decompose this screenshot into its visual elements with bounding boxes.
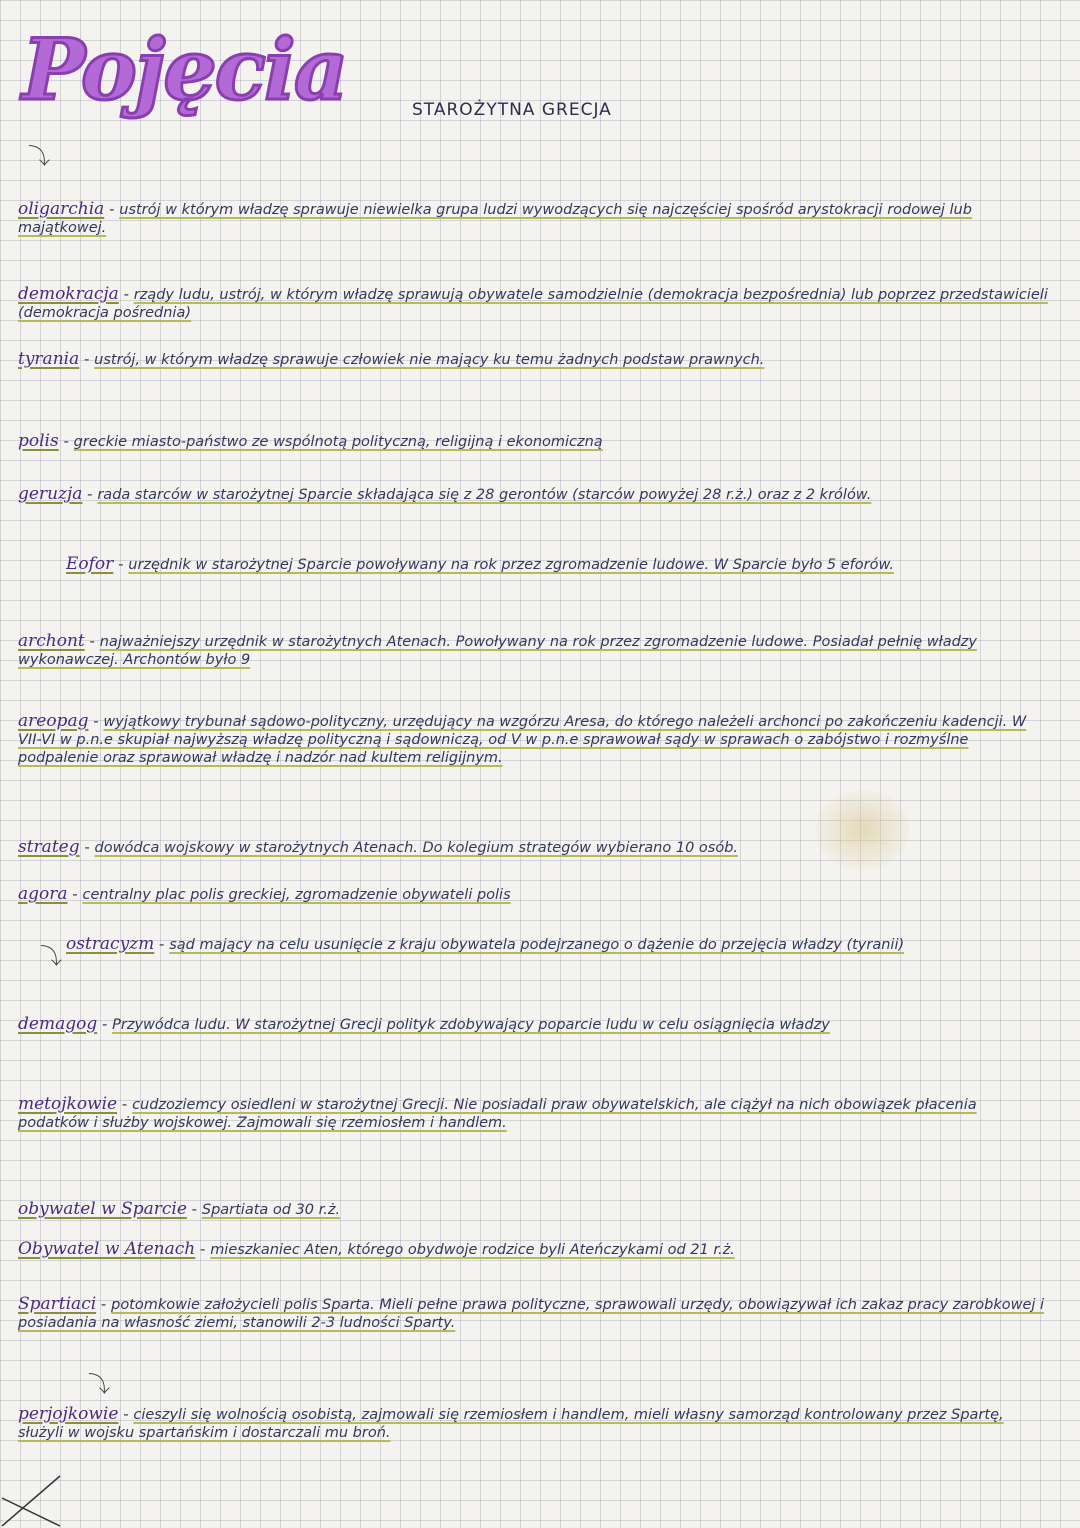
entry-definition: Przywódca ludu. W starożytnej Grecji polityk zdobywający poparcie ludu w celu osiągnięcia władzy [112, 1017, 830, 1033]
entry-definition: greckie miasto-państwo ze wspólnotą polityczną, religijną i ekonomiczną [73, 434, 603, 450]
entry-definition: centralny plac polis greckiej, zgromadzenie obywateli polis [82, 887, 511, 903]
entry-agora: agora - centralny plac polis greckiej, zgromadzenie obywateli polis [18, 884, 511, 904]
entry-strateg: strateg - dowódca wojskowy w starożytnych Atenach. Do kolegium strategów wybierano 10 osób. [18, 837, 739, 857]
entry-spartiaci: Spartiaci - potomkowie założycieli polis Sparta. Mieli pełne prawa polityczne, sprawowali urzędy, obowiązywał ich zakaz pracy zarobkowej i posiadania na własność ziemi, stanowili 2-3 ludności Sparty. [18, 1294, 1045, 1331]
paper-stain [815, 790, 910, 870]
entry-definition: cudzoziemcy osiedleni w starożytnej Grecji. Nie posiadali praw obywatelskich, ale ciążył na nich obowiązek płacenia podatków i służby wojskowej. Zajmowali się rzemiosłem i handlem. [18, 1097, 977, 1131]
entry-obywatel-ateny: Obywatel w Atenach - mieszkaniec Aten, którego obydwoje rodzice byli Ateńczykami od 21 r.ż. [18, 1239, 735, 1259]
entry-term: areopag [18, 711, 89, 731]
entry-term: oligarchia [18, 199, 105, 219]
entry-definition: najważniejszy urzędnik w starożytnych Atenach. Powoływany na rok przez zgromadzenie ludowe. Posiadał pełnię władzy wykonawczej. Archontów było 9 [18, 634, 978, 668]
entry-metojkowie: metojkowie - cudzoziemcy osiedleni w starożytnej Grecji. Nie posiadali praw obywatelskich, ale ciążył na nich obowiązek płacenia podatków i służby wojskowej. Zajmowali się rzemiosłem i handlem. [18, 1094, 977, 1131]
entry-definition: urzędnik w starożytnej Sparcie powoływany na rok przez zgromadzenie ludowe. W Sparcie było 5 eforów. [128, 557, 895, 573]
entry-term: Eofor [66, 554, 114, 574]
entry-areopag: areopag - wyjątkowy trybunał sądowo-polityczny, urzędujący na wzgórzu Aresa, do którego należeli archonci po zakończeniu kadencji. W VII-VI w p.n.e skupiał najwyższą władzę polityczną i sądowniczą, od V w p.n.e sprawował sądy w sprawach o zabójstwo i rozmyślne podpalenie oraz sprawował władzę i nadzór nad kultem religijnym. [18, 711, 1027, 766]
entry-term: perjojkowie [18, 1404, 119, 1424]
entry-term: ostracyzm [66, 934, 155, 954]
entry-term: archont [18, 631, 85, 651]
entry-definition: dowódca wojskowy w starożytnych Atenach. Do kolegium strategów wybierano 10 osób. [94, 840, 739, 856]
entry-definition: ustrój w którym władzę sprawuje niewielka grupa ludzi wywodzących się najczęściej spośród arystokracji rodowej lub majątkowej. [18, 202, 972, 236]
entry-ostracyzm: ostracyzm - sąd mający na celu usunięcie z kraju obywatela podejrzanego o dążenie do przejęcia władzy (tyranii) [66, 934, 905, 954]
entry-term: demagog [18, 1014, 98, 1034]
entry-perjojkowie: perjojkowie - cieszyli się wolnością osobistą, zajmowali się rzemiosłem i handlem, mieli własny samorząd kontrolowany przez Spartę, służyli w wojsku spartańskim i dostarczali mu broń. [18, 1404, 1004, 1441]
arrow-icon: ⤵ [28, 145, 51, 170]
entry-definition: cieszyli się wolnością osobistą, zajmowali się rzemiosłem i handlem, mieli własny samorząd kontrolowany przez Spartę, służyli w wojsku spartańskim i dostarczali mu broń. [18, 1407, 1004, 1441]
entry-term: polis [18, 431, 59, 451]
entry-term: geruzja [18, 484, 83, 504]
entry-term: tyrania [18, 349, 80, 369]
arrow-icon: ⤵ [40, 945, 63, 970]
entry-term: strateg [18, 837, 80, 857]
entry-term: metojkowie [18, 1094, 118, 1114]
arrow-icon: ⤵ [88, 1373, 111, 1398]
page-subtitle: STAROŻYTNA GRECJA [412, 100, 612, 120]
page-title: Pojęcia [22, 20, 347, 119]
entry-definition: Spartiata od 30 r.ż. [201, 1202, 341, 1218]
entry-term: Obywatel w Atenach [18, 1239, 196, 1259]
entry-definition: potomkowie założycieli polis Sparta. Mieli pełne prawa polityczne, sprawowali urzędy, obowiązywał ich zakaz pracy zarobkowej i posiadania na własność ziemi, stanowili 2-3 ludności Sparty. [18, 1297, 1045, 1331]
entry-definition: rządy ludu, ustrój, w którym władzę sprawują obywatele samodzielnie (demokracja bezpośrednia) lub poprzez przedstawicieli (demokracja pośrednia) [18, 287, 1048, 321]
entry-obywatel-sparta: obywatel w Sparcie - Spartiata od 30 r.ż. [18, 1199, 341, 1219]
entry-term: Spartiaci [18, 1294, 97, 1314]
entry-term: demokracja [18, 284, 119, 304]
entry-demagog: demagog - Przywódca ludu. W starożytnej Grecji polityk zdobywający poparcie ludu w celu osiągnięcia władzy [18, 1014, 830, 1034]
entry-efor: Eofor - urzędnik w starożytnej Sparcie powoływany na rok przez zgromadzenie ludowe. W Sparcie było 5 eforów. [66, 554, 895, 574]
entry-definition: wyjątkowy trybunał sądowo-polityczny, urzędujący na wzgórzu Aresa, do którego należeli archonci po zakończeniu kadencji. W VII-VI w p.n.e skupiał najwyższą władzę polityczną i sądowniczą, od V w p.n.e sprawował sądy w sprawach o zabójstwo i rozmyślne podpalenie oraz sprawował władzę i nadzór nad kultem religijnym. [18, 714, 1027, 766]
entry-polis: polis - greckie miasto-państwo ze wspólnotą polityczną, religijną i ekonomiczną [18, 431, 603, 451]
entry-definition: ustrój, w którym władzę sprawuje człowiek nie mający ku temu żadnych podstaw prawnych. [94, 352, 765, 368]
entry-definition: sąd mający na celu usunięcie z kraju obywatela podejrzanego o dążenie do przejęcia władzy (tyranii) [169, 937, 905, 953]
entry-geruzja: geruzja - rada starców w starożytnej Sparcie składająca się z 28 gerontów (starców powyżej 28 r.ż.) oraz z 2 królów. [18, 484, 872, 504]
entry-archont: archont - najważniejszy urzędnik w starożytnych Atenach. Powoływany na rok przez zgromadzenie ludowe. Posiadał pełnię władzy wykonawczej. Archontów było 9 [18, 631, 978, 668]
entry-definition: rada starców w starożytnej Sparcie składająca się z 28 gerontów (starców powyżej 28 r.ż.) oraz z 2 królów. [97, 487, 872, 503]
corner-lines [0, 1468, 70, 1528]
entry-term: obywatel w Sparcie [18, 1199, 187, 1219]
entry-term: agora [18, 884, 68, 904]
entry-oligarchia: oligarchia - ustrój w którym władzę sprawuje niewielka grupa ludzi wywodzących się najczęściej spośród arystokracji rodowej lub majątkowej. [18, 199, 972, 236]
entry-demokracja: demokracja - rządy ludu, ustrój, w którym władzę sprawują obywatele samodzielnie (demokracja bezpośrednia) lub poprzez przedstawicieli (demokracja pośrednia) [18, 284, 1048, 321]
entry-definition: mieszkaniec Aten, którego obydwoje rodzice byli Ateńczykami od 21 r.ż. [210, 1242, 735, 1258]
entry-tyrania: tyrania - ustrój, w którym władzę sprawuje człowiek nie mający ku temu żadnych podstaw prawnych. [18, 349, 765, 369]
